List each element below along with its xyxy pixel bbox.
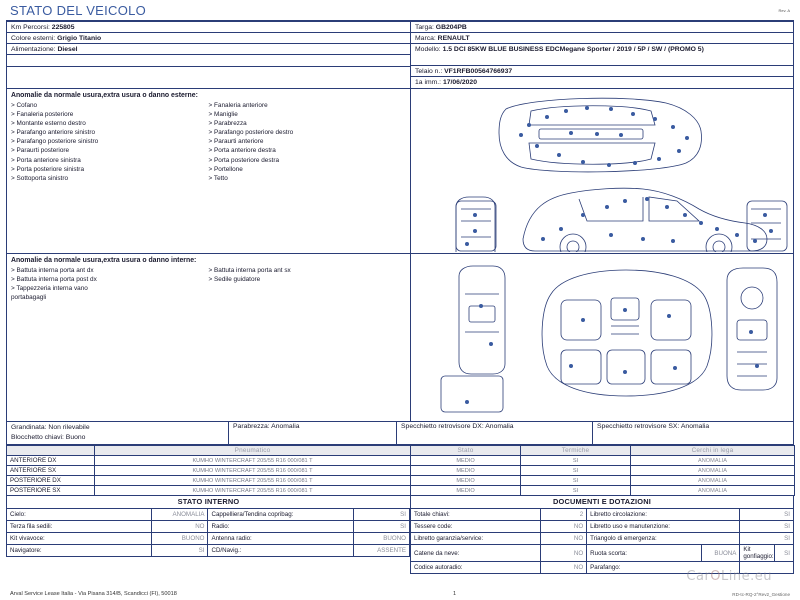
document-key: Codice autoradio: [411,562,541,574]
table-row [411,545,794,562]
table-row [411,521,794,533]
document-key: Catene da neve: [411,545,541,562]
tyres-table [6,445,795,496]
watermark-text-a: Car [686,569,711,584]
exterior-car-diagram-svg [411,89,793,252]
list-item: > Battuta interna porta post dx [11,276,97,284]
mirror-sx-label: Specchietto retrovisore SX: [597,423,680,430]
tyre-state: MEDIO [411,456,521,466]
external-anomalies-heading: Anomalie da normale usura,extra usura o danno esterne: [11,92,198,99]
documents-heading: DOCUMENTI E DOTAZIONI [410,496,794,509]
mirror-dx-label: Specchietto retrovisore DX: [401,423,484,430]
bottom-panels [6,496,794,574]
interior-value: SI [353,521,409,533]
external-anomalies-column-2 [209,101,407,183]
windshield-value: Anomalia [271,423,300,430]
km-row [7,22,410,33]
list-item: > Parafango posteriore destro [208,129,294,137]
interior-state-heading: STATO INTERNO [6,496,410,509]
tyre-thermal: SI [521,476,631,486]
list-item: > Fanaleria posteriore [11,111,74,119]
tyres-header-row [7,446,795,456]
plate-row [411,22,793,33]
tyre-position: ANTERIORE DX [7,456,95,466]
documents-table [410,509,794,574]
revision-label: Rev. A [778,8,790,13]
document-value: SI [774,545,793,562]
spacer-row-2 [7,67,410,79]
vehicle-info-right [411,22,793,88]
table-row [7,486,795,496]
tyre-position: ANTERIORE SX [7,466,95,476]
tyre-alloy: ANOMALIA [631,486,795,496]
interior-value: ANOMALIA [152,509,208,521]
list-item: > Battuta interna porta ant dx [11,267,94,274]
tyre-model: KUMHO WINTERCRAFT 205/55 R16 000/081 T [95,456,411,466]
interior-key: Cielo: [7,509,152,521]
watermark-text-b: Line.eu [721,569,772,584]
document-key: Ruota scorta: [587,545,702,562]
list-item: > Cofano [11,102,38,109]
vin-row [411,66,793,77]
table-row [7,533,410,545]
tyres-header-termiche: Termiche [521,446,631,456]
document-key: Libretto uso e manutenzione: [587,521,740,533]
interior-state-panel [6,496,410,574]
color-value: Grigio Titanio [57,35,102,42]
external-anomalies-column-1 [11,101,209,183]
fuel-label: Alimentazione: [11,46,56,53]
list-item: > Montante esterno destro [11,120,86,128]
list-item: > Parafango posteriore sinistro [11,138,99,146]
fuel-row [7,44,410,55]
km-label: Km Percorsi: [11,24,50,31]
table-row [7,545,410,557]
km-value: 225805 [51,24,75,31]
table-row [7,456,795,466]
tyres-corner-cell [7,446,95,456]
tyre-alloy: ANOMALIA [631,476,795,486]
list-item: > Tappezzeria interna vano [11,285,88,293]
interior-value: NO [152,521,208,533]
first-registration-row [411,77,793,88]
document-value: NO [541,545,587,562]
fuel-value: Diesel [57,46,78,53]
vehicle-info-left [7,22,411,88]
table-row [7,476,795,486]
model-label: Modello: [415,46,441,53]
list-item: > Tetto [208,174,228,182]
list-item: > Paraurti posteriore [11,147,70,155]
list-item: > Porta anteriore destra [208,147,276,155]
mirror-sx-cell [593,422,793,444]
list-item: > Fanaleria anteriore [208,102,268,109]
anomaly-summary-bar [6,422,794,445]
brand-value: RENAULT [437,35,470,42]
exterior-damage-diagram [411,89,793,253]
document-key: Libretto circolazione: [587,509,740,521]
interior-value: BUONO [353,533,409,545]
vin-value: VF1RFB00564766937 [444,68,513,75]
color-row [7,33,410,44]
first-registration-value: 17/06/2020 [442,79,477,86]
watermark-dot: O [710,569,722,584]
windshield-label: Parabrezza: [233,423,270,430]
color-label: Colore esterni: [11,35,56,42]
page-title: STATO DEL VEICOLO [10,3,147,18]
tyres-header-cerchi: Cerchi in lega [631,446,795,456]
list-item: > Sottoporta sinistro [11,174,69,182]
list-item: > Portellone [208,165,243,173]
interior-key: Navigatore: [7,545,152,557]
tyre-model: KUMHO WINTERCRAFT 205/55 R16 000/081 T [95,486,411,496]
mirror-dx-cell [397,422,593,444]
interior-key: Radio: [208,521,353,533]
document-value: 2 [541,509,587,521]
document-value: NO [541,562,587,574]
brand-row [411,33,793,44]
list-item: > Paraurti anteriore [208,138,264,146]
external-anomalies-section [6,89,794,254]
interior-car-diagram-svg [411,254,793,420]
document-value: NO [541,533,587,545]
document-value: SI [740,509,794,521]
internal-anomalies-list [7,254,411,421]
list-item: > Parafango anteriore sinistro [11,129,96,137]
tyre-state: MEDIO [411,486,521,496]
first-registration-label: 1a imm.: [415,79,442,86]
tyre-model: KUMHO WINTERCRAFT 205/55 R16 000/081 T [95,466,411,476]
interior-state-table [6,509,410,557]
list-item: portabagagli [11,294,47,302]
interior-damage-diagram [411,254,793,421]
tyre-thermal: SI [521,466,631,476]
document-value: SI [740,533,794,545]
model-row [411,44,793,66]
tyre-state: MEDIO [411,476,521,486]
document-value: BUONA [702,545,740,562]
document-key: Parafango: [587,562,740,574]
interior-key: Terza fila sedili: [7,521,152,533]
external-anomalies-list [7,89,411,253]
hail-value: Non rilevabile [48,424,90,431]
internal-anomalies-heading: Anomalie da normale usura,extra usura o danno interne: [11,257,197,264]
table-row [7,466,795,476]
document-key: Triangolo di emergenza: [587,533,740,545]
mirror-dx-value: Anomalia [485,423,514,430]
mirror-sx-value: Anomalia [680,423,710,430]
footer-page-number: 1 [453,591,457,597]
interior-key: Antenna radio: [208,533,353,545]
document-page [6,2,794,598]
interior-value: ASSENTE [353,545,409,557]
vehicle-info-block [6,21,794,89]
list-item: > Parabrezza [208,120,247,128]
document-value: NO [541,521,587,533]
tyre-model: KUMHO WINTERCRAFT 205/55 R16 000/081 T [95,476,411,486]
interior-key: Kit vivavoce: [7,533,152,545]
windshield-cell [229,422,397,444]
list-item: > Porta anteriore sinistra [11,156,81,164]
watermark [686,569,772,584]
internal-anomalies-column-1 [11,266,209,302]
tyre-thermal: SI [521,456,631,466]
internal-anomalies-section [6,254,794,422]
table-row [7,521,410,533]
tyre-alloy: ANOMALIA [631,466,795,476]
page-footer [6,591,794,597]
tyres-header-pneumatico: Pneumatico [95,446,411,456]
plate-value: GB204PB [435,24,467,31]
list-item: > Maniglie [208,111,238,119]
internal-anomalies-column-2 [209,266,407,302]
keys-label: Blocchetto chiavi: [11,434,64,442]
document-value: SI [740,521,794,533]
tyre-position: POSTERIORE SX [7,486,95,496]
table-row [7,509,410,521]
tyres-header-stato: Stato [411,446,521,456]
hail-label: Grandinata: [11,424,47,431]
model-value: 1.5 DCI 85KW BLUE BUSINESS EDCMegane Sporter / 2019 / 5P / SW / (PROMO 5) [442,46,704,53]
documents-panel [410,496,794,574]
hail-keys-cell [7,422,229,444]
table-row [411,533,794,545]
interior-value: SI [152,545,208,557]
footer-company: Arval Service Lease Italia - Via Pisana 314/B, Scandicci (FI), 50018 [10,591,177,597]
document-key: Totale chiavi: [411,509,541,521]
brand-label: Marca: [415,35,436,42]
plate-label: Targa: [415,24,434,31]
footer-reference: RD-tc-RQ-2°Rev2_Gestione [732,592,790,597]
tyre-thermal: SI [521,486,631,496]
list-item: > Sedile guidatore [208,276,261,284]
tyre-position: POSTERIORE DX [7,476,95,486]
interior-key: Cappelliera/Tendina copribag: [208,509,353,521]
keys-value: Buono [65,434,86,442]
vin-label: Telaio n.: [415,68,443,75]
interior-value: SI [353,509,409,521]
interior-value: BUONO [152,533,208,545]
table-row [411,509,794,521]
list-item: > Battuta interna porta ant sx [208,267,291,274]
interior-key: CD/Navig.: [208,545,353,557]
spacer-row-1 [7,55,410,67]
tyre-state: MEDIO [411,466,521,476]
document-key: Libretto garanzia/service: [411,533,541,545]
tyre-alloy: ANOMALIA [631,456,795,466]
document-key: Kit gonfiaggio: [740,545,774,562]
list-item: > Porta posteriore sinistra [11,165,84,173]
document-key: Tessere code: [411,521,541,533]
list-item: > Porta posteriore destra [208,156,280,164]
